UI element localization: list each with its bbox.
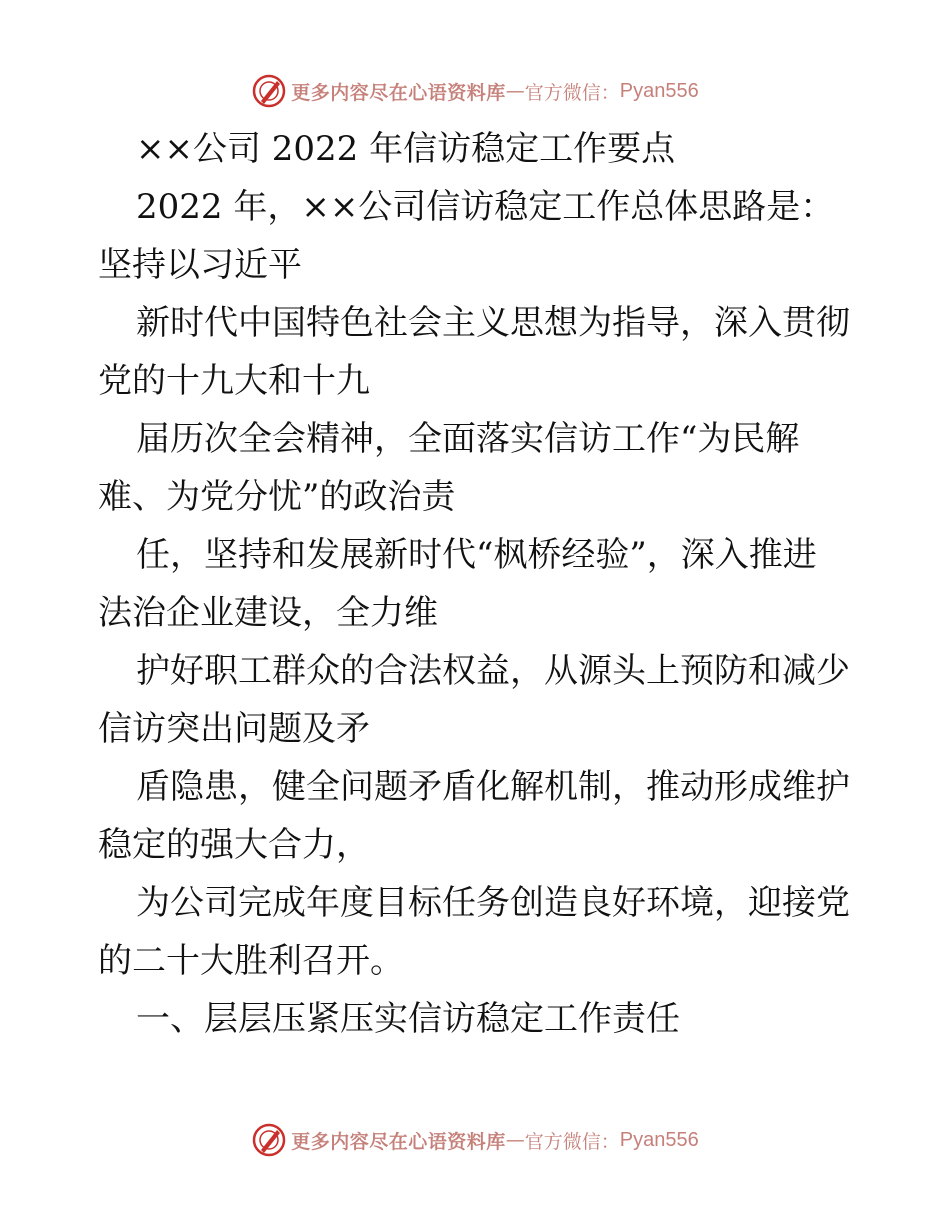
paragraph-line: 坚持以习近平 (98, 245, 302, 285)
wechat-label: 官方微信： (524, 81, 620, 104)
paragraph-line: 盾隐患，健全问题矛盾化解机制，推动形成维护 (136, 767, 850, 807)
paragraph-line: 信访突出问题及矛 (98, 709, 370, 749)
paragraph-line: 2022 年，××公司信访稳定工作总体思路是： (136, 187, 835, 227)
watermark-banner-top (0, 69, 950, 113)
section-heading: 一、层层压紧压实信访稳定工作责任 (136, 999, 680, 1039)
paragraph-line: 新时代中国特色社会主义思想为指导，深入贯彻 (136, 303, 850, 343)
paragraph-line: 任，坚持和发展新时代“枫桥经验”，深入推进 (136, 535, 817, 575)
wechat-id: Pyan556 (619, 79, 699, 102)
paragraph-line: 难、为党分忧”的政治责 (98, 477, 456, 517)
paragraph-line: 的二十大胜利召开。 (98, 941, 404, 981)
watermark-dash: — (505, 80, 525, 102)
pen-logo-icon (251, 1122, 287, 1158)
paragraph-line: 届历次全会精神，全面落实信访工作“为民解 (136, 419, 800, 459)
document-title: ××公司 2022 年信访稳定工作要点 (136, 129, 676, 169)
paragraph-line: 为公司完成年度目标任务创造良好环境，迎接党 (136, 883, 850, 923)
pen-logo-icon (251, 73, 287, 109)
watermark-text: 更多内容尽在心语资料库 (291, 81, 506, 104)
wechat-label: 官方微信： (524, 1130, 620, 1153)
watermark-dash: — (505, 1129, 525, 1151)
paragraph-line: 党的十九大和十九 (98, 361, 370, 401)
paragraph-line: 护好职工群众的合法权益，从源头上预防和减少 (136, 651, 850, 691)
document-body (98, 120, 858, 1048)
watermark-banner-bottom (0, 1118, 950, 1162)
paragraph-line: 法治企业建设，全力维 (98, 593, 438, 633)
wechat-id: Pyan556 (619, 1128, 699, 1151)
watermark-text: 更多内容尽在心语资料库 (291, 1130, 506, 1153)
paragraph-line: 稳定的强大合力， (98, 825, 370, 865)
